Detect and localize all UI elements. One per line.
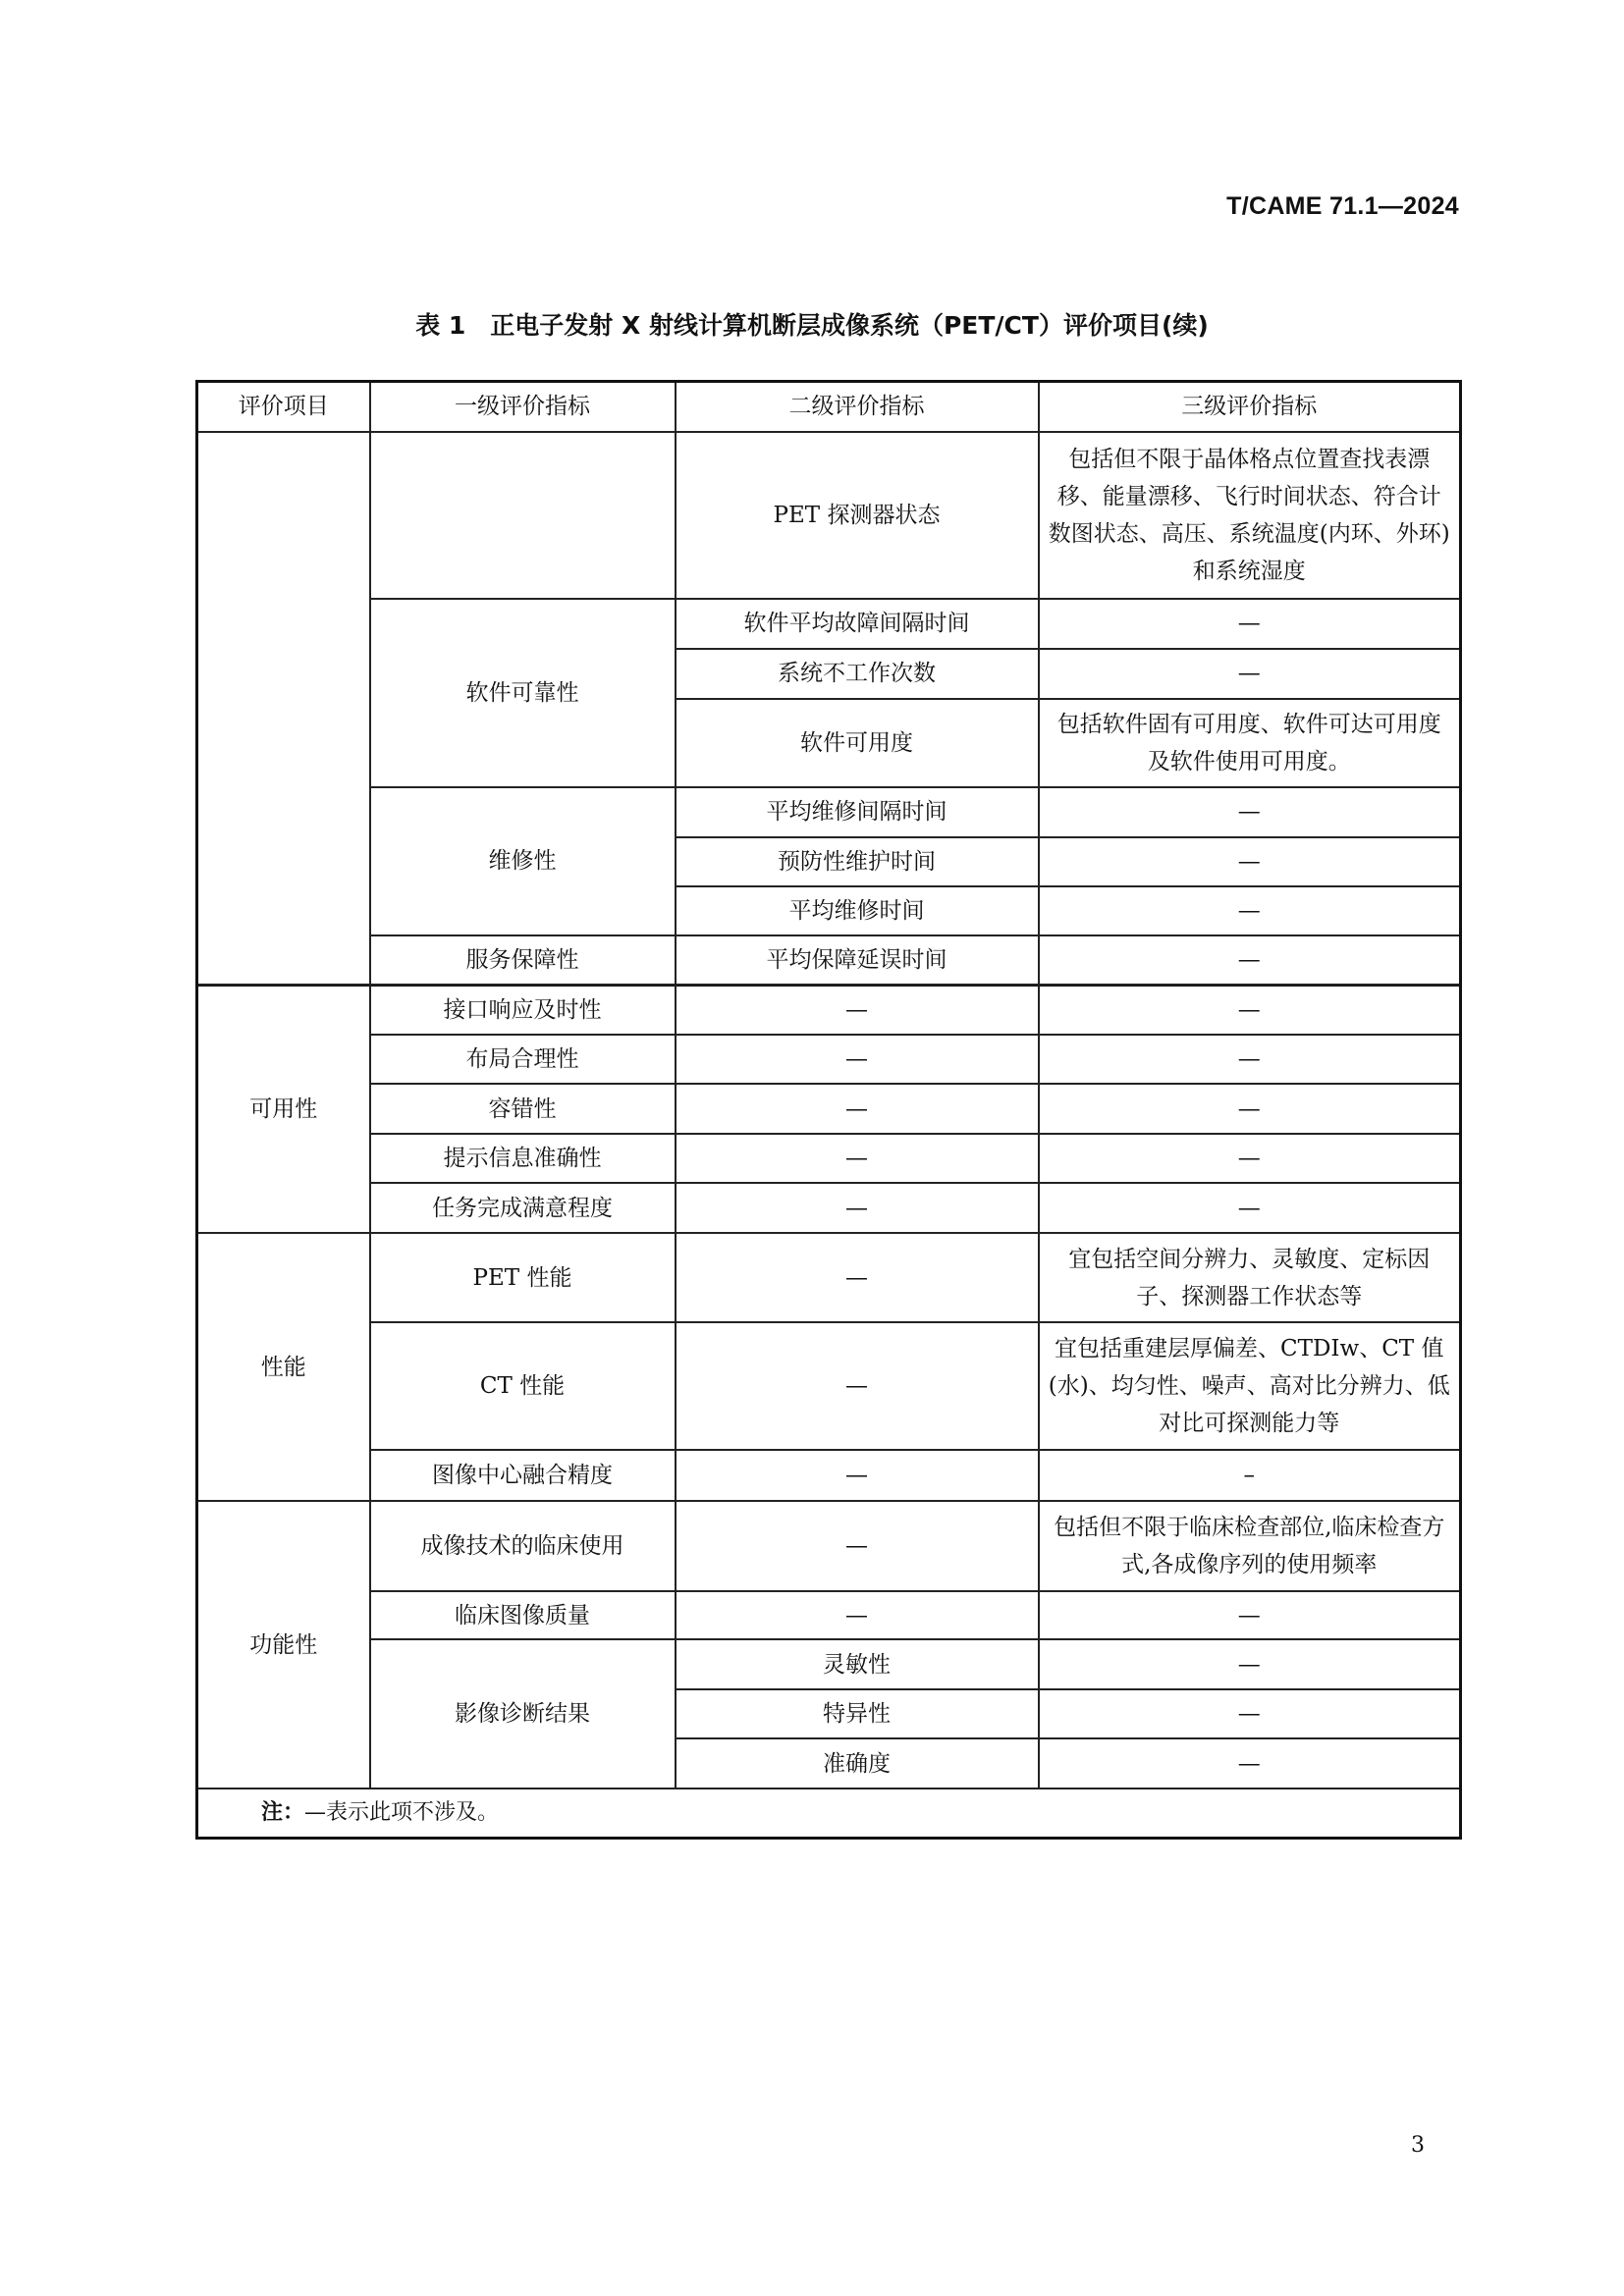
table-cell: 预防性维护时间 (676, 837, 1039, 886)
table-cell: 提示信息准确性 (370, 1134, 676, 1183)
table-cell: 宜包括空间分辨力、灵敏度、定标因子、探测器工作状态等 (1039, 1233, 1461, 1322)
table-row (197, 1501, 1461, 1591)
table-cell: — (1039, 985, 1461, 1035)
table-cell: 布局合理性 (370, 1035, 676, 1084)
table-cell: 包括但不限于临床检查部位,临床检查方式,各成像序列的使用频率 (1039, 1501, 1461, 1591)
standard-id: T/CAME 71.1—2024 (1226, 192, 1459, 220)
col-header: 评价项目 (197, 382, 370, 432)
table-cell: — (676, 1134, 1039, 1183)
table-cell: — (1039, 1183, 1461, 1233)
table-row (197, 985, 1461, 1035)
table-row (197, 1639, 1461, 1689)
table-cell: — (1039, 1035, 1461, 1084)
table-cell: — (676, 1450, 1039, 1501)
table-cell: — (676, 985, 1039, 1035)
table-cell: 软件可用度 (676, 699, 1039, 787)
table-cell: 维修性 (370, 787, 676, 935)
table-cell: — (1039, 787, 1461, 837)
table-cell: — (1039, 886, 1461, 935)
table-cell: — (676, 1233, 1039, 1322)
evaluation-table-cont (195, 984, 1462, 1840)
col-header: 二级评价指标 (676, 382, 1039, 432)
table-cell: PET 探测器状态 (676, 432, 1039, 599)
table-cell: — (1039, 837, 1461, 886)
table-row (197, 1233, 1461, 1322)
table-cell: CT 性能 (370, 1322, 676, 1450)
table-header-row (197, 382, 1461, 432)
table-cell: 任务完成满意程度 (370, 1183, 676, 1233)
table-cell: 服务保障性 (370, 935, 676, 986)
table-row (197, 1183, 1461, 1233)
table-cell: 软件可靠性 (370, 599, 676, 787)
table-cell: 平均保障延误时间 (676, 935, 1039, 986)
table-cell: 平均维修时间 (676, 886, 1039, 935)
table-cell: — (1039, 1689, 1461, 1738)
table-row (197, 1084, 1461, 1134)
note-text: —表示此项不涉及。 (304, 1800, 500, 1826)
table-cell (197, 432, 370, 986)
table-cell: 特异性 (676, 1689, 1039, 1738)
table-cell: 准确度 (676, 1738, 1039, 1789)
table-cell: — (1039, 649, 1461, 699)
table-cell: 接口响应及时性 (370, 985, 676, 1035)
table-row (197, 1591, 1461, 1639)
table-row (197, 1134, 1461, 1183)
table-cell: — (1039, 1591, 1461, 1639)
table-cell: 包括但不限于晶体格点位置查找表漂移、能量漂移、飞行时间状态、符合计数图状态、高压、系统温度(内环、外环)和系统湿度 (1039, 432, 1461, 599)
table-row (197, 432, 1461, 599)
note-label: 注： (261, 1799, 305, 1826)
table-cell: 软件平均故障间隔时间 (676, 599, 1039, 649)
table-cell: 包括软件固有可用度、软件可达可用度及软件使用可用度。 (1039, 699, 1461, 787)
table-row (197, 1035, 1461, 1084)
table-cell: 系统不工作次数 (676, 649, 1039, 699)
table-cell: — (1039, 1639, 1461, 1689)
table-cell: — (1039, 1084, 1461, 1134)
col-header: 三级评价指标 (1039, 382, 1461, 432)
table-cell: 临床图像质量 (370, 1591, 676, 1639)
table-cell: 可用性 (197, 985, 370, 1233)
table-cell: — (676, 1322, 1039, 1450)
table-cell (370, 432, 676, 599)
table-cell: — (676, 1035, 1039, 1084)
table-cell: 容错性 (370, 1084, 676, 1134)
table-cell: 平均维修间隔时间 (676, 787, 1039, 837)
table-cell: — (1039, 1738, 1461, 1789)
table-caption: 表 1 正电子发射 X 射线计算机断层成像系统（PET/CT）评价项目(续) (415, 311, 1209, 340)
table-cell: — (676, 1591, 1039, 1639)
table-row (197, 787, 1461, 837)
table-cell: PET 性能 (370, 1233, 676, 1322)
table-row (197, 1450, 1461, 1501)
evaluation-table (195, 380, 1462, 987)
table-row (197, 1322, 1461, 1450)
table-cell: 性能 (197, 1233, 370, 1501)
table-cell: 影像诊断结果 (370, 1639, 676, 1789)
page-number: 3 (1411, 2133, 1425, 2158)
table-cell: — (1039, 599, 1461, 649)
note-row (197, 1789, 1461, 1838)
table-cell: — (676, 1084, 1039, 1134)
table-cell: – (1039, 1450, 1461, 1501)
table-cell: 功能性 (197, 1501, 370, 1789)
table-cell: — (1039, 935, 1461, 986)
col-header: 一级评价指标 (370, 382, 676, 432)
table-note (197, 1789, 1461, 1838)
table-cell: 图像中心融合精度 (370, 1450, 676, 1501)
table-row (197, 599, 1461, 649)
table-cell: 成像技术的临床使用 (370, 1501, 676, 1591)
table-cell: — (676, 1501, 1039, 1591)
table-row (197, 935, 1461, 986)
table-cell: — (1039, 1134, 1461, 1183)
table-cell: 灵敏性 (676, 1639, 1039, 1689)
table-cell: 宜包括重建层厚偏差、CTDIw、CT 值(水)、均匀性、噪声、高对比分辨力、低对比可探测能力等 (1039, 1322, 1461, 1450)
table-cell: — (676, 1183, 1039, 1233)
